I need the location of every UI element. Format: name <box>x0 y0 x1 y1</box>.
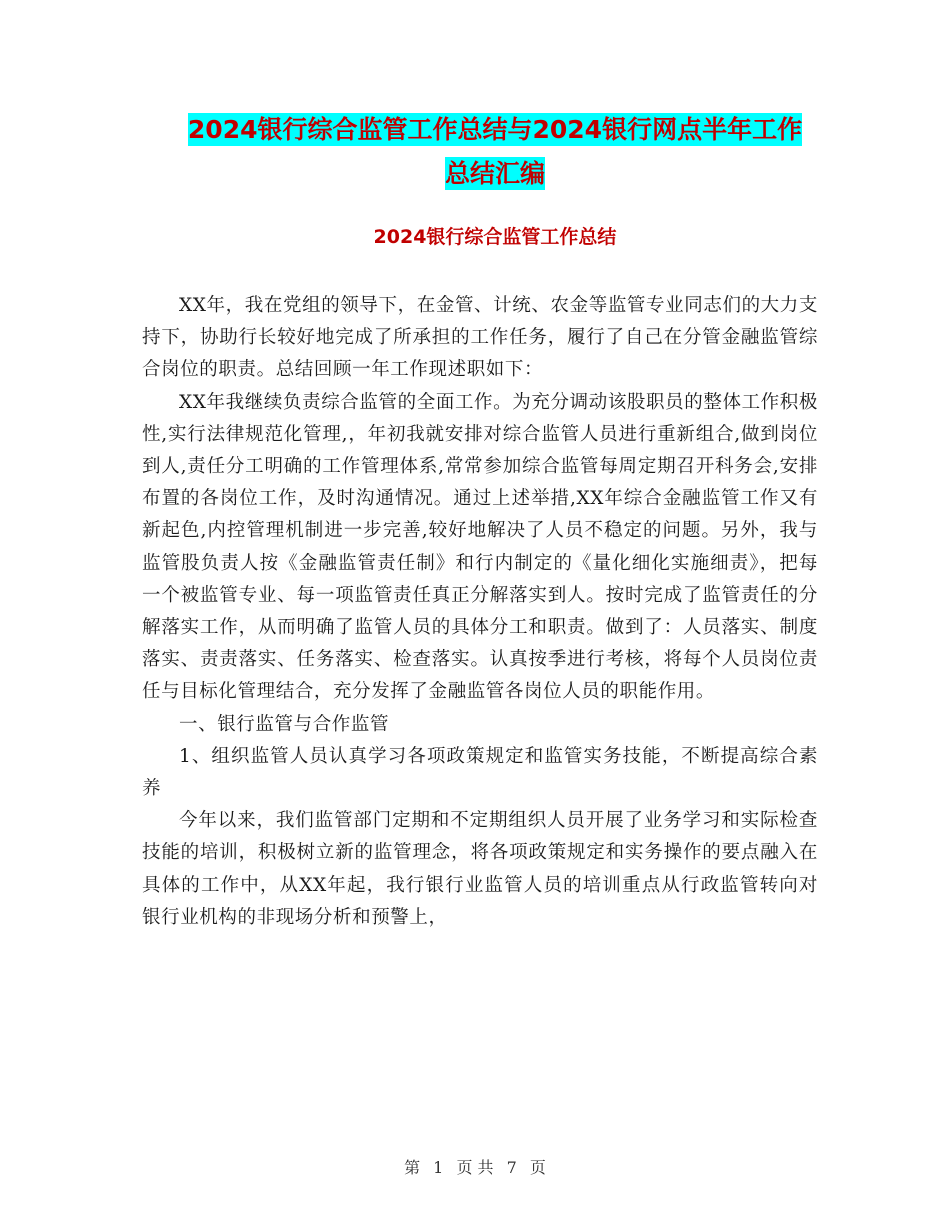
footer-page-number: 1 <box>433 1158 444 1177</box>
paragraph-intro: XX年，我在党组的领导下，在金管、计统、农金等监管专业同志们的大力支持下，协助行长较好地完成了所承担的工作任务，履行了自己在分管金融监管综合岗位的职责。总结回顾一年工作现述职如下： <box>142 295 818 381</box>
page-footer <box>0 1155 950 1178</box>
title-line-1: 2024银行综合监管工作总结与2024银行网点半年工作 <box>187 115 803 144</box>
subheading-training: 1、组织监管人员认真学习各项政策规定和监管实务技能，不断提高综合素养 <box>142 745 818 800</box>
footer-prefix: 第 <box>404 1158 421 1177</box>
title-line-2: 总结汇编 <box>444 159 545 188</box>
footer-mid: 页 共 <box>456 1158 494 1177</box>
paragraph-training: 今年以来，我们监管部门定期和不定期组织人员开展了业务学习和实际检查技能的培训，积极树立新的监管理念，将各项政策规定和实务操作的要点融入在具体的工作中，从XX年起，我行银行业监管人员的培训重点从行政监管转向对银行业机构的非现场分析和预警上， <box>142 810 818 928</box>
document-body <box>142 290 818 934</box>
section-title: 2024银行综合监管工作总结 <box>373 226 617 248</box>
document-title <box>120 108 870 196</box>
footer-suffix: 页 <box>529 1158 546 1177</box>
heading-bank-supervision: 一、银行监管与合作监管 <box>179 713 390 735</box>
footer-total-pages: 7 <box>506 1158 517 1177</box>
paragraph-overview: XX年我继续负责综合监管的全面工作。为充分调动该股职员的整体工作积极性,实行法律规范化管理,，年初我就安排对综合监管人员进行重新组合,做到岗位到人,责任分工明确的工作管理体系,常常参加综合监管每周定期召开科务会,安排布置的各岗位工作，及时沟通情况。通过上述举措,XX年综合金融监管工作又有新起色,内控管理机制进一步完善,较好地解决了人员不稳定的问题。另外，我与监管股负责人按《金融监管责任制》和行内制定的《量化细化实施细责》，把每一个被监管专业、每一项监管责任真正分解落实到人。按时完成了监管责任的分解落实工作，从而明确了监管人员的具体分工和职责。做到了：人员落实、制度落实、责责落实、任务落实、检查落实。认真按季进行考核，将每个人员岗位责任与目标化管理结合，充分发挥了金融监管各岗位人员的职能作用。 <box>142 391 818 703</box>
